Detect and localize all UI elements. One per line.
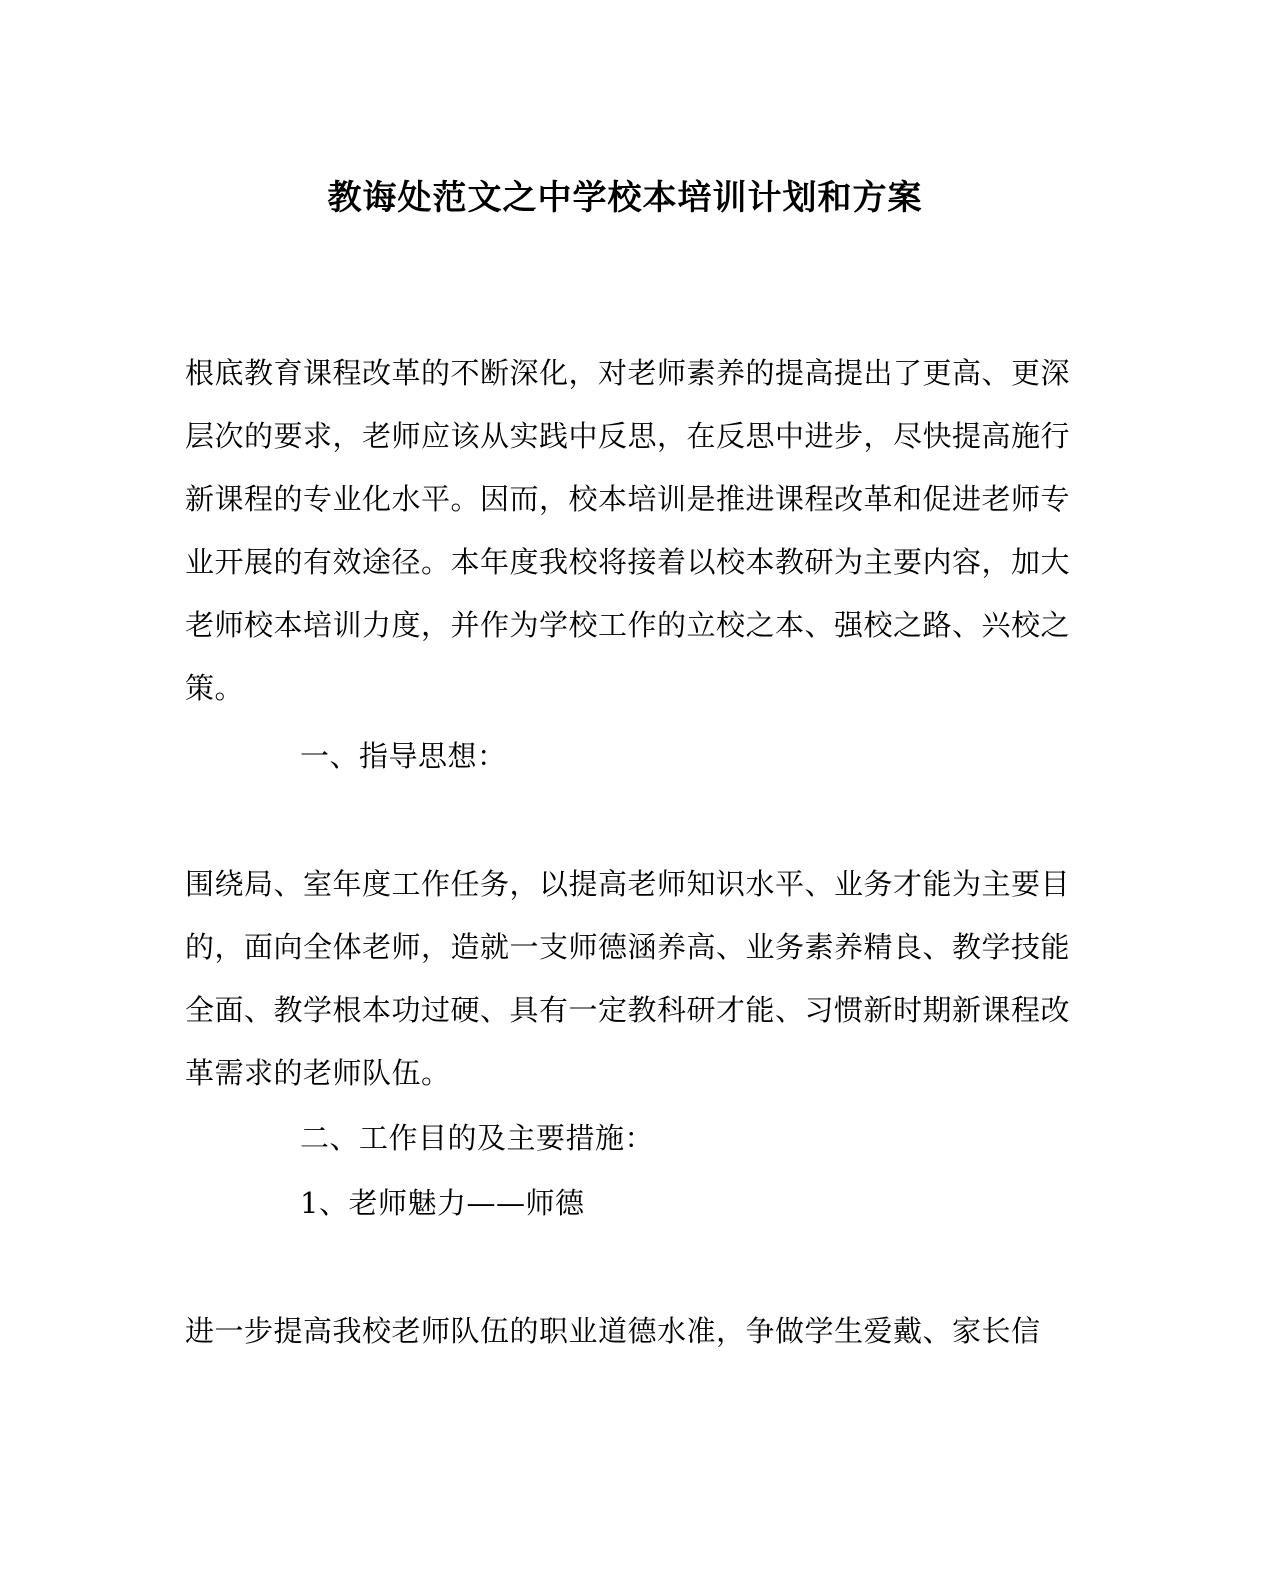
- paragraph-line: 根底教育课程改革的不断深化，对老师素养的提高提出了更高、更深: [185, 356, 1071, 390]
- paragraph-line: 层次的要求，老师应该从实践中反思，在反思中进步，尽快提高施行: [185, 419, 1071, 453]
- paragraph-line: 进一步提高我校老师队伍的职业道德水准，争做学生爱戴、家长信: [185, 1314, 1041, 1348]
- subsection-heading-teacher-ethics: 1、老师魅力——师德: [300, 1186, 585, 1220]
- paragraph-line: 全面、教学根本功过硬、具有一定教科研才能、习惯新时期新课程改: [185, 993, 1071, 1027]
- paragraph-line: 围绕局、室年度工作任务，以提高老师知识水平、业务才能为主要目: [185, 867, 1071, 901]
- paragraph-line: 新课程的专业化水平。因而，校本培训是推进课程改革和促进老师专: [185, 482, 1071, 516]
- paragraph-line: 的，面向全体老师，造就一支师德涵养高、业务素养精良、教学技能: [185, 930, 1071, 964]
- paragraph-line: 策。: [185, 671, 245, 705]
- teacher-ethics-paragraph: [185, 1300, 1055, 1363]
- paragraph-line: 老师校本培训力度，并作为学校工作的立校之本、强校之路、兴校之: [185, 608, 1071, 642]
- section-heading-guiding-thought: 一、指导思想：: [300, 739, 507, 773]
- section-heading-goals: 二、工作目的及主要措施：: [300, 1121, 655, 1155]
- paragraph-line: 业开展的有效途径。本年度我校将接着以校本教研为主要内容，加大: [185, 545, 1071, 579]
- document-title: 教诲处范文之中学校本培训计划和方案: [327, 178, 923, 218]
- paragraph-line: 革需求的老师队伍。: [185, 1056, 451, 1090]
- guiding-thought-paragraph: [185, 853, 1071, 1105]
- intro-paragraph: [185, 342, 1071, 720]
